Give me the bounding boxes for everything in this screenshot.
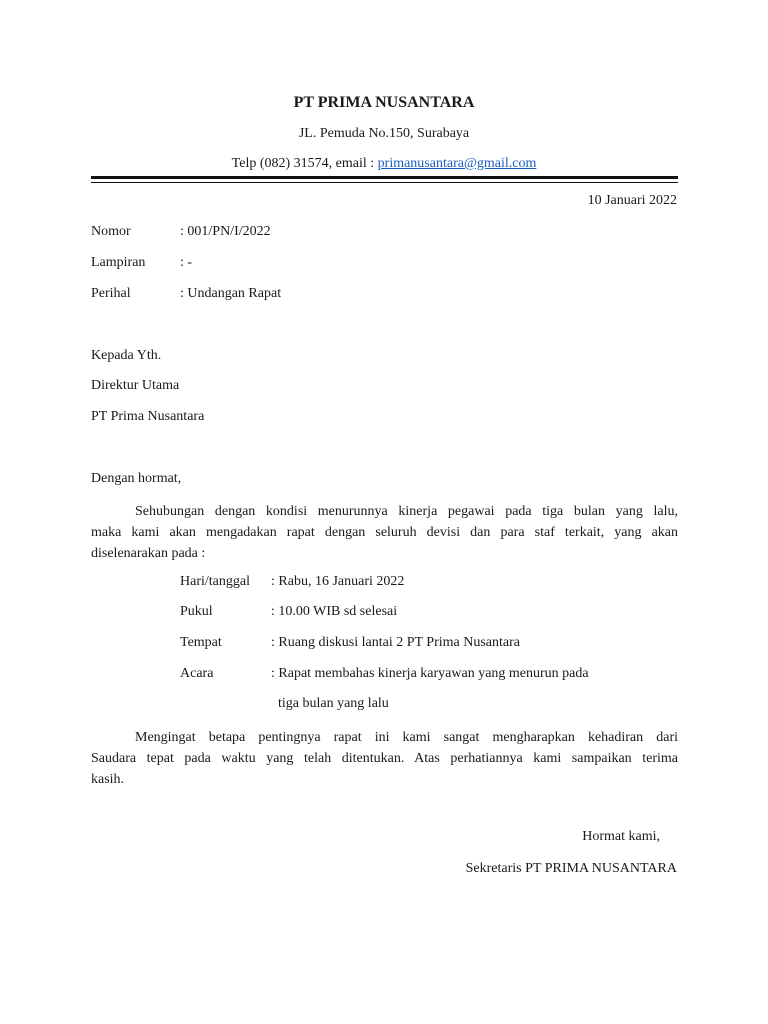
recipient-line-1: Kepada Yth. xyxy=(91,348,162,363)
detail-label-acara: Acara xyxy=(180,666,214,681)
email-link[interactable]: primanusantara@gmail.com xyxy=(377,156,537,171)
meta-label-perihal: Perihal xyxy=(91,286,131,301)
paragraph-1-line-1: Sehubungan dengan kondisi menurunnya kinerja pegawai pada tiga bulan yang lalu, xyxy=(135,504,678,519)
meta-label-lampiran: Lampiran xyxy=(91,255,146,270)
signer-title: Sekretaris PT PRIMA NUSANTARA xyxy=(465,861,677,876)
contact-phone: Telp (082) 31574, email : xyxy=(231,156,378,171)
detail-label-hari-tanggal: Hari/tanggal xyxy=(180,574,250,589)
meta-label-nomor: Nomor xyxy=(91,224,131,239)
meta-value-perihal: : Undangan Rapat xyxy=(180,286,282,301)
company-name: PT PRIMA NUSANTARA xyxy=(293,94,475,111)
company-contact xyxy=(0,156,768,172)
paragraph-2-line-3: kasih. xyxy=(91,772,125,787)
body-paragraph-1 xyxy=(91,501,678,564)
letterhead-divider-thin xyxy=(91,182,678,183)
letterhead-divider-thick xyxy=(91,176,678,179)
greeting: Dengan hormat, xyxy=(91,471,182,486)
paragraph-2-line-2: Saudara tepat pada waktu yang telah ditentukan. Atas perhatiannya kami sampaikan terima xyxy=(91,751,678,766)
detail-label-tempat: Tempat xyxy=(180,635,222,650)
body-paragraph-2 xyxy=(91,727,678,790)
recipient-line-3: PT Prima Nusantara xyxy=(91,409,205,424)
detail-value-acara-continuation: tiga bulan yang lalu xyxy=(278,696,389,711)
recipient-line-2: Direktur Utama xyxy=(91,378,180,393)
closing-salutation: Hormat kami, xyxy=(582,829,660,844)
company-address: JL. Pemuda No.150, Surabaya xyxy=(298,126,470,141)
detail-value-pukul: : 10.00 WIB sd selesai xyxy=(271,604,398,619)
detail-label-pukul: Pukul xyxy=(180,604,213,619)
detail-value-hari-tanggal: : Rabu, 16 Januari 2022 xyxy=(271,574,405,589)
meta-value-nomor: : 001/PN/I/2022 xyxy=(180,224,271,239)
detail-value-tempat: : Ruang diskusi lantai 2 PT Prima Nusantara xyxy=(271,635,520,650)
meta-value-lampiran: : - xyxy=(180,255,193,270)
paragraph-2-line-1: Mengingat betapa pentingnya rapat ini kami sangat mengharapkan kehadiran dari xyxy=(135,730,678,745)
paragraph-1-line-2: maka kami akan mengadakan rapat dengan seluruh devisi dan para staf terkait, yang akan xyxy=(91,525,678,540)
detail-value-acara: : Rapat membahas kinerja karyawan yang menurun pada xyxy=(271,666,589,681)
paragraph-1-line-3: diselenarakan pada : xyxy=(91,546,206,561)
letter-date: 10 Januari 2022 xyxy=(587,193,677,208)
